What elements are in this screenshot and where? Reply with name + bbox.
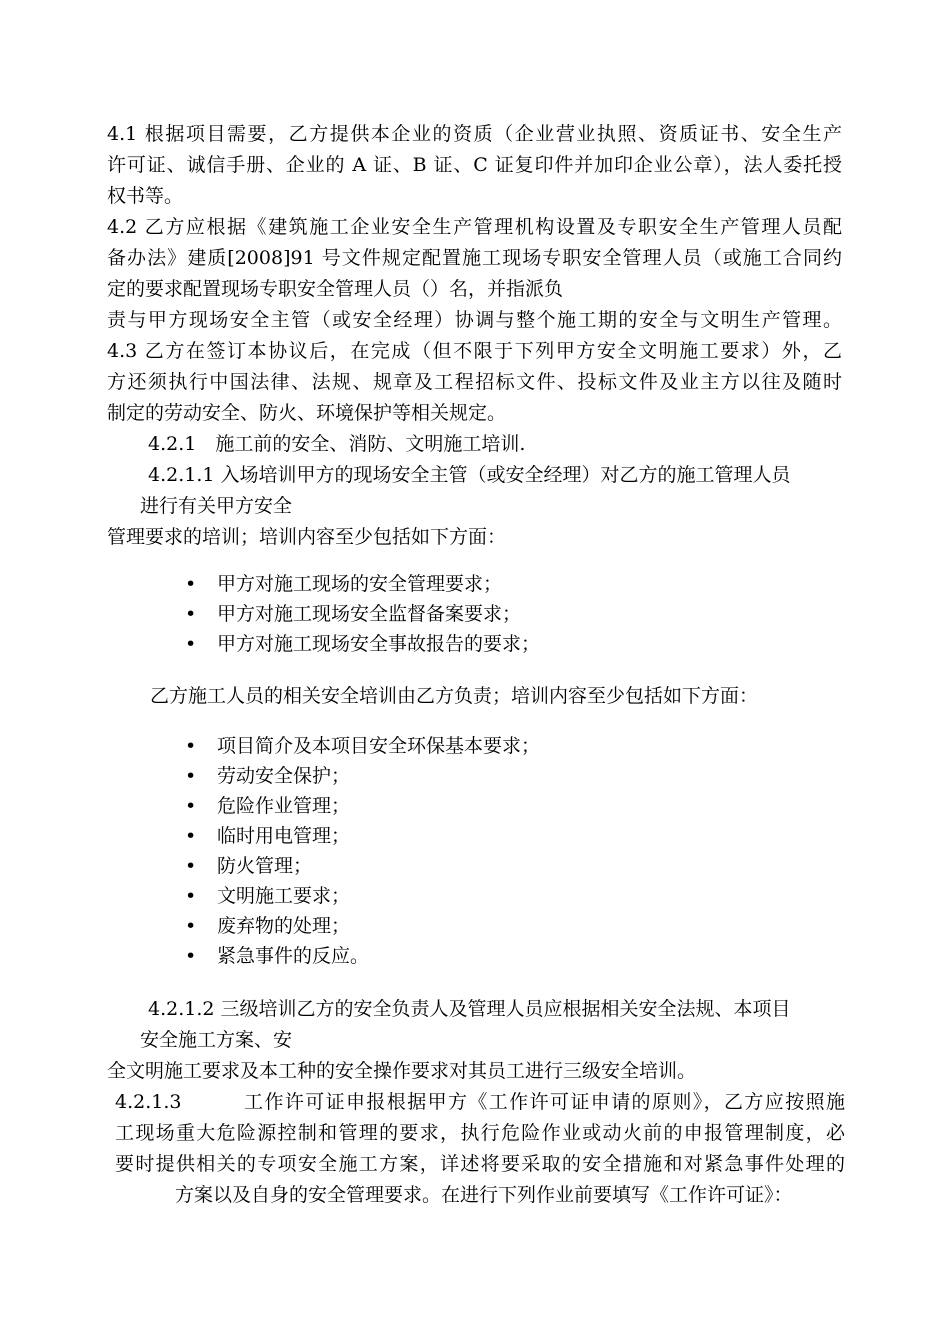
para-4-2-1-1-line-3: 管理要求的培训；培训内容至少包括如下方面： xyxy=(107,526,507,548)
para-4-2-1-3-line-3: 要时提供相关的专项安全施工方案，详述将要采取的安全措施和对紧急事件处理的 xyxy=(115,1153,845,1175)
para-4-2-1-3-line-4: 方案以及自身的安全管理要求。在进行下列作业前要填写《工作许可证》： xyxy=(175,1184,793,1206)
bullet-icon: • xyxy=(185,885,197,907)
para-4-2-1-2-line-1: 4.2.1.2 三级培训乙方的安全负责人及管理人员应根据相关安全法规、本项目 xyxy=(148,998,791,1020)
list-item-text: 项目简介及本项目安全环保基本要求； xyxy=(217,735,541,757)
bullet-icon: • xyxy=(185,795,197,817)
bullet-icon: • xyxy=(185,945,197,967)
list-item-text: 文明施工要求； xyxy=(217,885,351,907)
para-4-2-line-3: 定的要求配置现场专职安全管理人员（）名，并指派负 xyxy=(107,278,564,300)
bullet-icon: • xyxy=(185,633,197,655)
list-item-text: 甲方对施工现场安全监督备案要求； xyxy=(217,603,522,625)
training-intro: 乙方施工人员的相关安全培训由乙方负责；培训内容至少包括如下方面： xyxy=(150,685,759,707)
bullet-icon: • xyxy=(185,735,197,757)
list-item-text: 废弃物的处理； xyxy=(217,915,351,937)
para-4-2-line-2: 备办法》建质[2008]91 号文件规定配置施工现场专职安全管理人员（或施工合同约 xyxy=(107,247,842,269)
list-item-text: 紧急事件的反应。 xyxy=(217,945,370,967)
para-4-2-1-2-line-3: 全文明施工要求及本工种的安全操作要求对其员工进行三级安全培训。 xyxy=(107,1060,697,1082)
bullet-icon: • xyxy=(185,603,197,625)
para-4-3-line-2: 方还须执行中国法律、法规、规章及工程招标文件、投标文件及业主方以往及随时 xyxy=(107,371,842,393)
para-4-3-line-1: 4.3 乙方在签订本协议后，在完成（但不限于下列甲方安全文明施工要求）外，乙 xyxy=(107,340,842,362)
para-4-1-line-2: 许可证、诚信手册、企业的 A 证、B 证、C 证复印件并加印企业公章），法人委托授 xyxy=(107,154,842,176)
list-item-text: 劳动安全保护； xyxy=(217,765,351,787)
para-4-2-1-3-line-2: 工现场重大危险源控制和管理的要求，执行危险作业或动火前的申报管理制度，必 xyxy=(115,1122,845,1144)
para-4-3-line-3: 制定的劳动安全、防火、环境保护等相关规定。 xyxy=(107,402,507,424)
list-item-text: 临时用电管理； xyxy=(217,825,351,847)
bullet-icon: • xyxy=(185,573,197,595)
para-4-1-line-1: 4.1 根据项目需要，乙方提供本企业的资质（企业营业执照、资质证书、安全生产 xyxy=(107,123,842,145)
list-item-text: 甲方对施工现场的安全管理要求； xyxy=(217,573,503,595)
para-4-2-1-3-line-1: 4.2.1.3 工作许可证申报根据甲方《工作许可证申请的原则》，乙方应按照施 xyxy=(115,1091,845,1113)
section-4-2-1-heading: 4.2.1 施工前的安全、消防、文明施工培训. xyxy=(148,433,526,455)
para-4-2-line-4: 责与甲方现场安全主管（或安全经理）协调与整个施工期的安全与文明生产管理。 xyxy=(107,309,842,331)
para-4-1-line-3: 权书等。 xyxy=(107,185,184,207)
bullet-icon: • xyxy=(185,915,197,937)
list-item-text: 危险作业管理； xyxy=(217,795,351,817)
bullet-icon: • xyxy=(185,765,197,787)
list-item-text: 甲方对施工现场安全事故报告的要求； xyxy=(217,633,541,655)
para-4-2-1-1-line-1: 4.2.1.1 入场培训甲方的现场安全主管（或安全经理）对乙方的施工管理人员 xyxy=(148,464,791,486)
para-4-2-1-1-line-2: 进行有关甲方安全 xyxy=(140,495,293,517)
list-item-text: 防火管理； xyxy=(217,855,313,877)
bullet-icon: • xyxy=(185,855,197,877)
para-4-2-line-1: 4.2 乙方应根据《建筑施工企业安全生产管理机构设置及专职安全生产管理人员配 xyxy=(107,216,842,238)
bullet-icon: • xyxy=(185,825,197,847)
para-4-2-1-2-line-2: 安全施工方案、安 xyxy=(140,1029,293,1051)
